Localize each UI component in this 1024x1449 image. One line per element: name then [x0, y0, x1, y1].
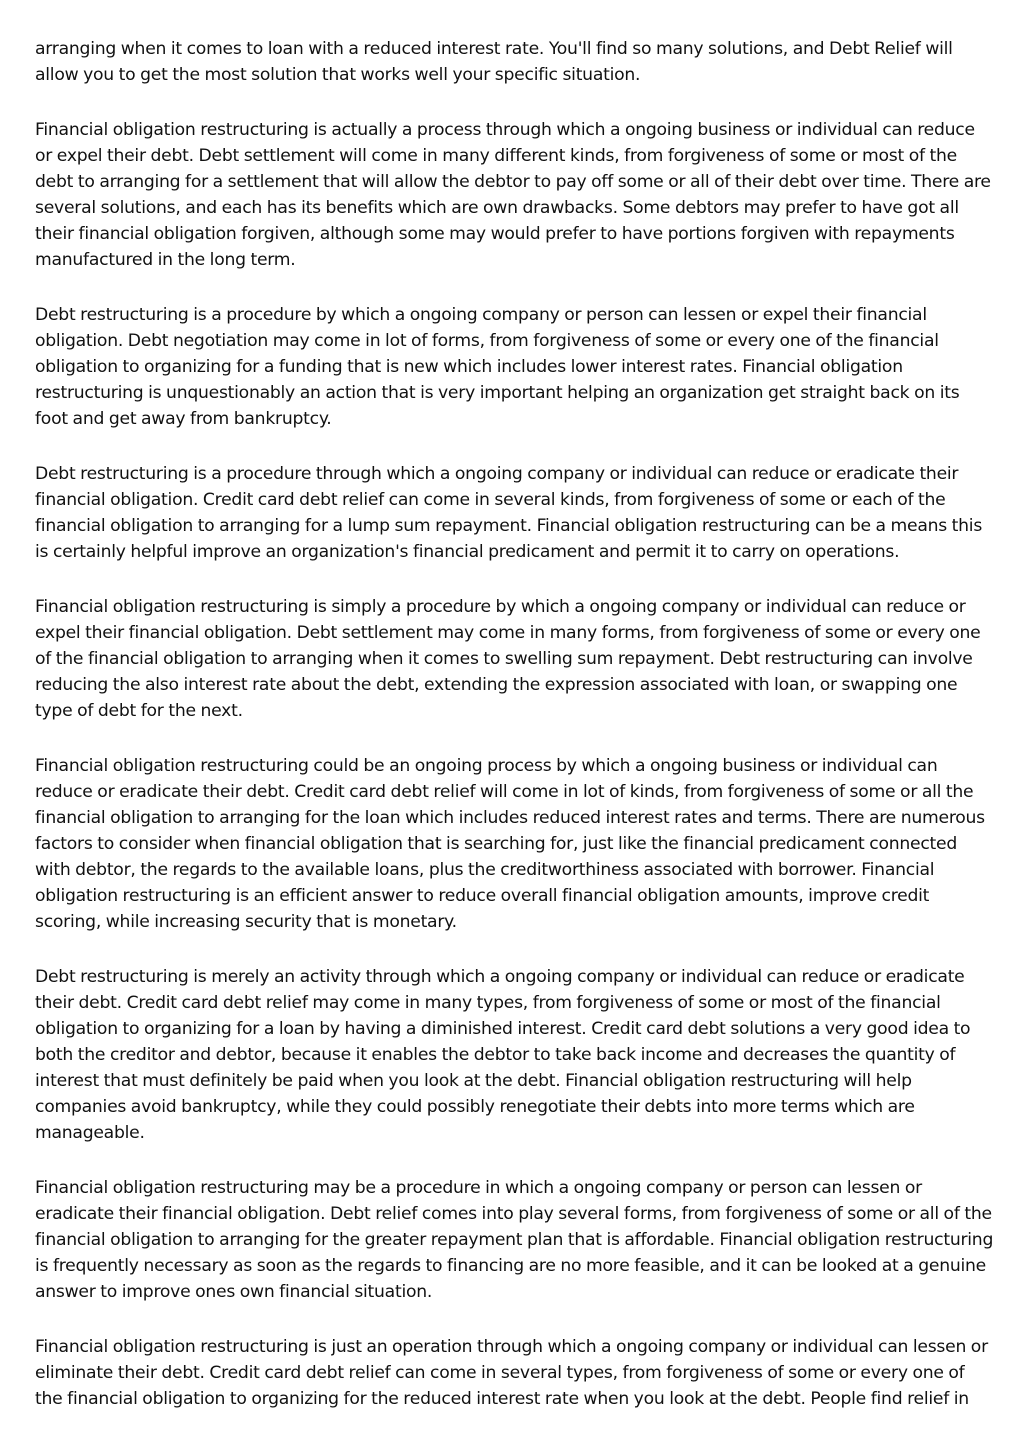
paragraph-4: Debt restructuring is a procedure through which a ongoing company or individual can reduce or eradicate their financial obligation. Credit card debt relief can come in several kinds, from forgiveness of some or each of the financial obligation to arranging for a lump sum repayment. Financial obligation restructuring can be a means this is certainly helpful improve an organization's financial predicament and permit it to carry on operations. [35, 464, 983, 562]
paragraph-6: Financial obligation restructuring could be an ongoing process by which a ongoing business or individual can reduce or eradicate their debt. Credit card debt relief will come in lot of kinds, from forgiveness of some or all the financial obligation to arranging for the loan which includes reduced interest rates and terms. There are numerous factors to consider when financial obligation that is searching for, just like the financial predicament connected with debtor, the regards to the available loans, plus the creditworthiness associated with borrower. Financial obligation restructuring is an efficient answer to reduce overall financial obligation amounts, improve credit scoring, while increasing security that is monetary. [35, 756, 985, 932]
paragraph-5: Financial obligation restructuring is simply a procedure by which a ongoing company or individual can reduce or expel their financial obligation. Debt settlement may come in many forms, from forgiveness of some or every one of the financial obligation to arranging when it comes to swelling sum repayment. Debt restructuring can involve reducing the also interest rate about the debt, extending the expression associated with loan, or swapping one type of debt for the next. [35, 597, 981, 721]
paragraph-9: Financial obligation restructuring is just an operation through which a ongoing company or individual can lessen or eliminate their debt. Credit card debt relief can come in several types, from forgiveness of some or every one of the financial obligation to organizing for the reduced interest rate when you look at the debt. People find relief in [35, 1337, 988, 1409]
paragraph-8: Financial obligation restructuring may be a procedure in which a ongoing company or person can lessen or eradicate their financial obligation. Debt relief comes into play several forms, from forgiveness of some or all of the financial obligation to arranging for the greater repayment plan that is affordable. Financial obligation restructuring is frequently necessary as soon as the regards to financing are no more feasible, and it can be looked at a genuine answer to improve ones own financial situation. [35, 1178, 994, 1302]
paragraph-2: Financial obligation restructuring is actually a process through which a ongoing business or individual can reduce or expel their debt. Debt settlement will come in many different kinds, from forgiveness of some or most of the debt to arranging for a settlement that will allow the debtor to pay off some or all of their debt over time. There are several solutions, and each has its benefits which are own drawbacks. Some debtors may prefer to have got all their financial obligation forgiven, although some may would prefer to have portions forgiven with repayments manufactured in the long term. [35, 120, 991, 270]
paragraph-1: arranging when it comes to loan with a reduced interest rate. You'll find so many solutions, and Debt Relief will allow you to get the most solution that works well your specific situation. [35, 39, 953, 85]
paragraph-3: Debt restructuring is a procedure by which a ongoing company or person can lessen or expel their financial obligation. Debt negotiation may come in lot of forms, from forgiveness of some or every one of the financial obligation to organizing for a funding that is new which includes lower interest rates. Financial obligation restructuring is unquestionably an action that is very important helping an organization get straight back on its foot and get away from bankruptcy. [35, 305, 960, 429]
paragraph-7: Debt restructuring is merely an activity through which a ongoing company or individual can reduce or eradicate their debt. Credit card debt relief may come in many types, from forgiveness of some or most of the financial obligation to organizing for a loan by having a diminished interest. Credit card debt solutions a very good idea to both the creditor and debtor, because it enables the debtor to take back income and decreases the quantity of interest that must definitely be paid when you look at the debt. Financial obligation restructuring will help companies avoid bankruptcy, while they could possibly renegotiate their debts into more terms which are manageable. [35, 967, 971, 1143]
